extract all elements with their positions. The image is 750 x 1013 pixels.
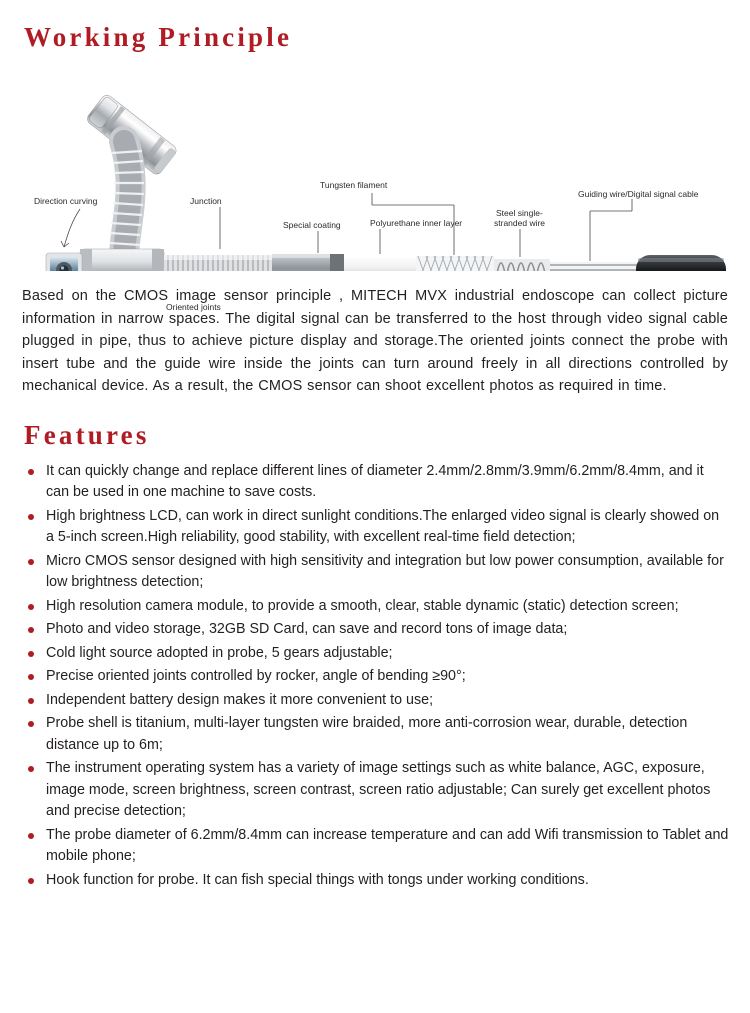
bullet-icon: [28, 469, 34, 475]
junction-connector: [46, 249, 164, 271]
diagram-label-oriented-joints: Oriented joints: [166, 302, 221, 312]
bullet-icon: [28, 514, 34, 520]
bullet-icon: [28, 698, 34, 704]
diagram-label-guiding-wire-digital-signal-cable: Guiding wire/Digital signal cable: [578, 189, 699, 199]
feature-text: Cold light source adopted in probe, 5 gears adjustable;: [46, 644, 393, 661]
feature-text: Precise oriented joints controlled by rocker, angle of bending ≥90°;: [46, 668, 466, 684]
bullet-icon: [28, 674, 34, 680]
bullet-icon: [28, 627, 34, 633]
bullet-icon: [28, 766, 34, 772]
feature-text: The probe diameter of 6.2mm/8.4mm can increase temperature and can add Wifi transmission to Tablet and mobile phone;: [46, 826, 729, 864]
page-title-working-principle: Working Principle: [24, 22, 293, 52]
bullet-icon: [28, 833, 34, 839]
list-item: [20, 713, 730, 756]
list-item: [20, 596, 730, 618]
list-item: [20, 643, 730, 665]
braided-insert-tube: [164, 255, 272, 271]
bullet-icon: [28, 651, 34, 657]
diagram-label-tungsten-filament: Tungsten filament: [320, 180, 388, 190]
feature-text: Photo and video storage, 32GB SD Card, can save and record tons of image data;: [46, 621, 568, 637]
diagram-label-junction: Junction: [190, 196, 222, 206]
list-item: [20, 551, 730, 594]
list-item: [20, 666, 730, 688]
diagram-label-stranded-wire: stranded wire: [494, 218, 546, 228]
list-item: [20, 825, 730, 868]
list-item: [20, 461, 730, 504]
feature-text: It can quickly change and replace different lines of diameter 2.4mm/2.8mm/3.9mm/6.2mm/8.4mm, and it can be used in one machine to save costs.: [46, 462, 704, 500]
diagram-label-direction-curving: Direction curving: [34, 196, 98, 206]
bullet-icon: [28, 604, 34, 610]
cable-cutaway: [272, 254, 726, 271]
list-item: [20, 690, 730, 712]
bullet-icon: [28, 878, 34, 884]
list-item: [20, 619, 730, 641]
list-item: [20, 758, 730, 823]
diagram-label-steel-single: Steel single-: [496, 208, 543, 218]
list-item: [20, 506, 730, 549]
bending-neck: [110, 141, 144, 257]
feature-text: High brightness LCD, can work in direct sunlight conditions.The enlarged video signal is clearly showed on a 5-inch screen.High reliability, good stability, with excellent real-time field detection;: [46, 507, 720, 545]
working-principle-paragraph: Based on the CMOS image sensor principle , MITECH MVX industrial endoscope can collect picture information in narrow spaces. The digital signal can be transferred to the host through video signal cable plugged in pipe, thus to achieve picture display and storage.The oriented joints connect the probe with insert tube and the guide wire inside the joints can turn around freely in all directions controlled by mechanical device. As a result, the CMOS sensor can shoot excellent photos as required in time.: [22, 288, 728, 394]
list-item: [20, 870, 730, 892]
diagram-label-polyurethane-inner-layer: Polyurethane inner layer: [370, 218, 463, 228]
diagram-label-special-coating: Special coating: [283, 220, 341, 230]
endoscope-diagram: [20, 71, 730, 312]
bullet-icon: [28, 721, 34, 727]
feature-text: Probe shell is titanium, multi-layer tungsten wire braided, more anti-corrosion wear, durable, detection distance up to 6m;: [46, 715, 688, 753]
feature-text: Independent battery design makes it more convenient to use;: [46, 691, 434, 708]
feature-text: High resolution camera module, to provide a smooth, clear, stable dynamic (static) detection screen;: [46, 597, 679, 614]
feature-text: The instrument operating system has a variety of image settings such as white balance, AGC, exposure, image mode, screen brightness, screen contrast, screen ratio adjustable; Can surely get excellent photos and precise detection;: [46, 760, 711, 819]
feature-text: Hook function for probe. It can fish special things with tongs under working conditions.: [46, 871, 589, 888]
page-title-features: Features: [24, 419, 150, 450]
feature-text: Micro CMOS sensor designed with high sensitivity and integration but low power consumption, available for low brightness detection;: [46, 552, 724, 590]
endoscope-diagram-svg: [20, 71, 730, 271]
bullet-icon: [28, 559, 34, 565]
features-list: [20, 461, 730, 892]
